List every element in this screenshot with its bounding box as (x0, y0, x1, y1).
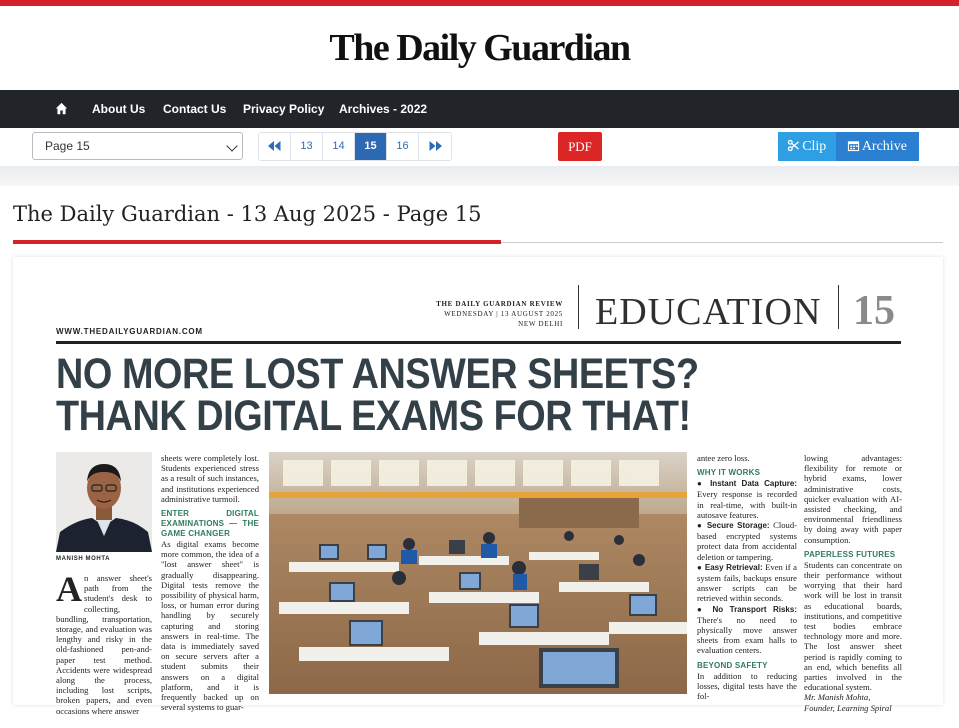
col1-text: n answer sheet's path from the student's desk to collecting, bundling, transportation, storage, and evaluation was lengthy and risky in the old-fashioned pen-and-paper test method. Accidents were widespread along the process, including lost scripts, broken papers, and even occasions where answer (56, 573, 152, 716)
paper-review-city: NEW DELHI (518, 320, 563, 328)
paper-section-title: EDUCATION (595, 291, 822, 333)
nav-privacy-policy[interactable]: Privacy Policy (243, 102, 325, 116)
paper-page-number: 15 (853, 288, 895, 334)
col3-para-2: In addition to reducing losses, digital tests have the fol- (697, 670, 797, 702)
double-right-icon (429, 141, 442, 151)
article-column-3 (697, 453, 797, 701)
page-link-15-active[interactable]: 15 (355, 133, 387, 160)
author-byline: MANISH MOHTA (56, 556, 111, 562)
bullet-label: ● Instant Data Capture: (697, 479, 797, 489)
site-logo[interactable]: The Daily Guardian (329, 27, 630, 69)
pdf-button[interactable]: PDF (558, 132, 602, 161)
article-column-1 (56, 569, 152, 716)
archive-button[interactable] (836, 132, 919, 161)
title-accent-underline (13, 240, 501, 244)
drop-cap: A (56, 569, 82, 609)
nav-contact-us[interactable]: Contact Us (163, 102, 227, 116)
scissors-icon (788, 140, 799, 151)
paper-review-info (436, 299, 563, 329)
bullet-text: Every response is recorded in real-time, with built-in autosave features. (697, 489, 797, 520)
bullet-text: Even if a system fails, backups ensure answer scripts can be retrieved within seconds. (697, 561, 797, 604)
epaper-page-image[interactable] (13, 257, 943, 716)
main-nav (0, 90, 959, 128)
nav-about-us[interactable]: About Us (92, 102, 146, 116)
col4-para-2: Students can concentrate on their performance without worrying that their hard work will be lost in transit as educational boards, institutions, and competitive test bodies embrace technology more and more. The lost answer sheet period is rapidly coming to an end, which benefits all parties involved in the educational system. (804, 559, 902, 693)
page-link-14[interactable]: 14 (323, 133, 355, 160)
col2-para-1: sheets were completely lost. Students experienced stress as a result of such instances, and institutions experienced administrative turmoil. (161, 453, 259, 504)
bullet-label: ● No Transport Risks: (697, 604, 797, 614)
col3-subhead-1: WHY IT WORKS (697, 468, 761, 478)
pagination (258, 132, 452, 161)
nav-archives[interactable]: Archives - 2022 (339, 102, 428, 116)
masthead-divider (838, 285, 839, 329)
page-link-13[interactable]: 13 (291, 133, 323, 160)
col2-subhead: ENTER DIGITAL EXAMINATIONS — THE GAME CHANGER (161, 509, 259, 539)
article-column-4 (804, 453, 902, 713)
prev-pages-button[interactable] (259, 133, 291, 160)
archive-button-label: Archive (861, 139, 907, 154)
masthead-rule (56, 341, 901, 344)
section-divider (0, 166, 959, 186)
double-left-icon (268, 141, 281, 151)
bullet-text: There's no need to physically move answer sheets from exam halls to evaluation centers. (697, 614, 797, 656)
bullet-text: Cloud-based encrypted systems protect data from accidental deletion or tampering. (697, 520, 797, 562)
col3-bullet-1 (697, 478, 797, 520)
col3-bullet-4 (697, 604, 797, 656)
paper-review-title: THE DAILY GUARDIAN REVIEW (436, 300, 563, 308)
col3-bullet-2 (697, 520, 797, 562)
clip-button-label: Clip (802, 139, 827, 154)
col3-subhead-2: BEYOND SAFETY (697, 660, 768, 670)
page-link-16[interactable]: 16 (387, 133, 419, 160)
author-signature: Mr. Manish Mohta, Founder, Learning Spiral (804, 692, 892, 713)
calendar-icon (848, 140, 859, 151)
author-photo (56, 452, 152, 552)
page-select-value: Page 15 (45, 139, 90, 153)
masthead (0, 6, 959, 90)
chevron-down-icon (226, 140, 237, 151)
page-toolbar (0, 128, 959, 166)
clip-button[interactable] (778, 132, 836, 161)
page-select[interactable] (32, 132, 243, 160)
bullet-label: ● Secure Storage: (697, 521, 770, 531)
col2-para-2: As digital exams become more common, the idea of a "lost answer sheet" is gradually disappearing. Digital tests remove the possibility of physical harm, loss, or human error during handling by securely capturing and storing answers in real-time. The data is immediately saved on secure servers after a student submits their answers on a digital platform, and it is frequently backed up on several systems to guar- (161, 539, 259, 713)
bullet-label: ● Easy Retrieval: (697, 562, 763, 572)
col3-bullet-3 (697, 562, 797, 604)
exam-hall-photo (269, 452, 687, 694)
paper-review-date: WEDNESDAY | 13 AUGUST 2025 (444, 310, 563, 318)
col4-subhead: PAPERLESS FUTURES (804, 549, 896, 559)
masthead-divider (578, 285, 579, 329)
article-column-2 (161, 453, 259, 712)
next-pages-button[interactable] (419, 133, 451, 160)
col3-para-1: antee zero loss. (697, 453, 750, 463)
article-headline: NO MORE LOST ANSWER SHEETS? THANK DIGITAL EXAMS FOR THAT! (56, 350, 699, 440)
paper-website: WWW.THEDAILYGUARDIAN.COM (56, 327, 203, 336)
home-icon[interactable] (55, 102, 68, 115)
col4-para-1: lowing advantages: flexibility for remote or hybrid exams, lower administrative costs, quicker evaluation with AI-assisted checking, and environmental friendliness by doing away with paper consumption. (804, 453, 902, 545)
page-title: The Daily Guardian - 13 Aug 2025 - Page 15 (13, 202, 482, 226)
